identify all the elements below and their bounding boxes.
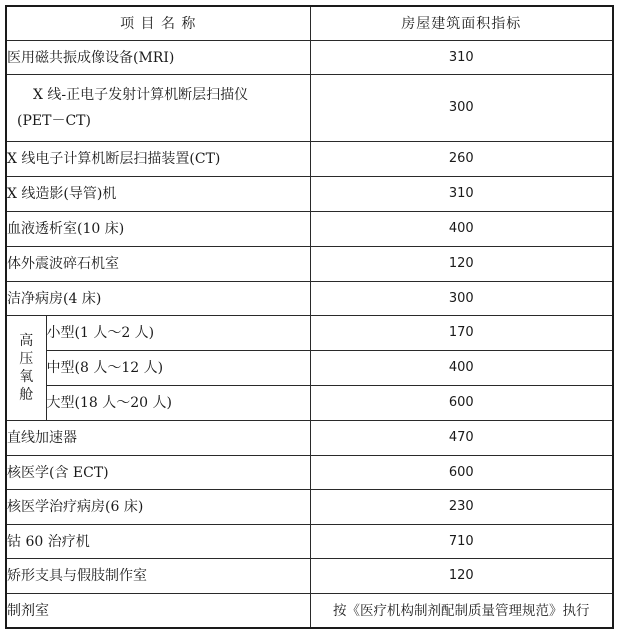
item-value: 600 — [310, 456, 613, 490]
table-row — [6, 212, 613, 247]
item-name: 核医学治疗病房(6 床) — [6, 490, 310, 525]
item-name-line1: X 线-正电子发射计算机断层扫描仪 — [33, 87, 249, 103]
item-value: 300 — [310, 282, 613, 316]
item-value: 310 — [310, 177, 613, 212]
table-row — [6, 282, 613, 316]
table-row — [6, 456, 613, 490]
item-value: 310 — [310, 41, 613, 75]
table-row — [6, 490, 613, 525]
item-name: X 线电子计算机断层扫描装置(CT) — [6, 142, 310, 177]
table-row — [6, 386, 613, 421]
header-row — [6, 6, 613, 41]
subitem-name: 大型(18 人～20 人) — [46, 386, 310, 421]
table-row — [6, 142, 613, 177]
item-value: 260 — [310, 142, 613, 177]
item-name: 直线加速器 — [6, 421, 310, 456]
item-value: 230 — [310, 490, 613, 525]
item-name: 体外震波碎石机室 — [6, 247, 310, 282]
item-value: 470 — [310, 421, 613, 456]
table-row — [6, 594, 613, 629]
table-row — [6, 351, 613, 386]
subitem-name: 中型(8 人～12 人) — [46, 351, 310, 386]
item-value-note: 按《医疗机构制剂配制质量管理规范》执行 — [310, 594, 613, 629]
header-item-name: 项 目 名 称 — [6, 6, 310, 41]
subitem-name: 小型(1 人～2 人) — [46, 316, 310, 351]
subitem-value: 600 — [310, 386, 613, 421]
header-area-index: 房屋建筑面积指标 — [310, 6, 613, 41]
table-row — [6, 75, 613, 142]
item-name: 医用磁共振成像设备(MRI) — [6, 41, 310, 75]
subitem-value: 170 — [310, 316, 613, 351]
table-row — [6, 421, 613, 456]
group-label-char: 氧 — [19, 369, 34, 385]
table-row — [6, 177, 613, 212]
item-name: 洁净病房(4 床) — [6, 282, 310, 316]
group-label-char: 舱 — [19, 387, 34, 403]
item-value: 300 — [310, 75, 613, 142]
table-row — [6, 41, 613, 75]
item-name: 血液透析室(10 床) — [6, 212, 310, 247]
item-name: X 线造影(导管)机 — [6, 177, 310, 212]
item-name: 钴 60 治疗机 — [6, 525, 310, 559]
item-value: 120 — [310, 247, 613, 282]
table-row — [6, 559, 613, 594]
table-row — [6, 247, 613, 282]
group-label-char: 高 — [19, 333, 34, 349]
item-name: 核医学(含 ECT) — [6, 456, 310, 490]
building-area-table — [5, 5, 614, 629]
item-value: 120 — [310, 559, 613, 594]
group-label-hyperbaric-chamber — [6, 316, 46, 421]
item-name: 制剂室 — [6, 594, 310, 629]
table-row — [6, 316, 613, 351]
item-name-line2: (PET－CT) — [17, 113, 91, 129]
item-name: 矫形支具与假肢制作室 — [6, 559, 310, 594]
item-name — [6, 75, 310, 142]
table-row — [6, 525, 613, 559]
item-value: 400 — [310, 212, 613, 247]
subitem-value: 400 — [310, 351, 613, 386]
group-label-char: 压 — [19, 351, 34, 367]
item-value: 710 — [310, 525, 613, 559]
